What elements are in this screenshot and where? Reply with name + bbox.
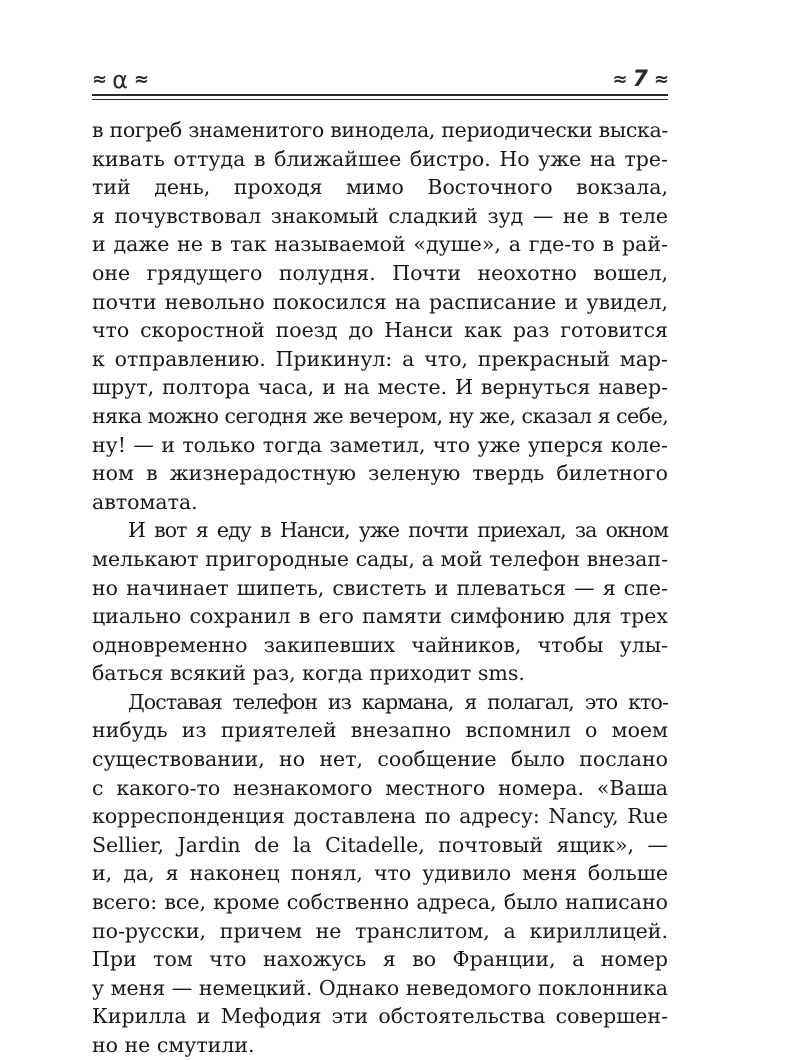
text-line: почти невольно покосился на расписание и увидел, bbox=[92, 289, 668, 314]
ornament-left-2: ≈ bbox=[133, 69, 149, 90]
text-line: циально сохранил в его памяти симфонию для трех bbox=[92, 604, 668, 629]
text-line: всего: все, кроме собственно адреса, было написано bbox=[92, 890, 668, 915]
ornament-left-1: ≈ bbox=[92, 69, 107, 90]
text-line: автомата. bbox=[92, 489, 198, 514]
text-line: кивать оттуда в ближайшее бистро. Но уже на тре- bbox=[92, 146, 668, 171]
paragraph-2 bbox=[92, 516, 668, 688]
text-line: И вот я еду в Нанси, уже почти приехал, за окном bbox=[128, 518, 668, 543]
text-line: нибудь из приятелей внезапно вспомнил о моем bbox=[92, 718, 668, 743]
text-line: но начинает шипеть, свистеть и плеваться — я спе- bbox=[92, 575, 668, 600]
text-line: в погреб знаменитого винодела, периодически выска- bbox=[92, 118, 668, 142]
text-line: Кирилла и Мефодия эти обстоятельства совершен- bbox=[92, 1004, 668, 1029]
section-mark: α bbox=[112, 66, 128, 94]
text-line: я почувствовал знакомый сладкий зуд — не в теле bbox=[92, 203, 668, 228]
paragraph-1 bbox=[92, 116, 668, 516]
text-line: одновременно закипевших чайников, чтобы улы- bbox=[92, 632, 668, 657]
ornament-right-1: ≈ bbox=[612, 69, 627, 90]
text-line: шрут, полтора часа, и на месте. И вернуться навер- bbox=[92, 375, 668, 400]
text-line: баться всякий раз, когда приходит sms. bbox=[92, 661, 525, 686]
text-line: При том что нахожусь я во Франции, а номер bbox=[92, 947, 668, 972]
text-line: у меня — немецкий. Однако неведомого поклонника bbox=[92, 975, 668, 1000]
paragraph-3 bbox=[92, 688, 668, 1060]
text-line: корреспонденция доставлена по адресу: Nancy, Rue bbox=[92, 804, 668, 829]
text-line: с какого-то незнакомого местного номера. «Ваша bbox=[92, 775, 668, 800]
text-line: по-русски, причем не транслитом, а кириллицей. bbox=[92, 918, 668, 943]
text-line: к отправлению. Прикинул: а что, прекрасный мар- bbox=[92, 346, 668, 371]
running-header bbox=[92, 66, 668, 98]
text-line: Sellier, Jardin de la Citadelle, почтовый ящик», — bbox=[92, 832, 668, 857]
header-rule-thin bbox=[92, 99, 668, 100]
text-line: что скоростной поезд до Нанси как раз готовится bbox=[92, 318, 668, 343]
header-left bbox=[92, 66, 148, 94]
text-line: существовании, но нет, сообщение было послано bbox=[92, 747, 668, 772]
page-number: 7 bbox=[632, 67, 648, 92]
header-right bbox=[613, 66, 669, 94]
text-line: няка можно сегодня же вечером, ну же, сказал я себе, bbox=[92, 403, 669, 428]
text-line: и, да, я наконец понял, что удивило меня больше bbox=[92, 861, 668, 886]
body-text bbox=[92, 116, 668, 1060]
text-line: и даже не в так называемой «душе», а где-то в рай- bbox=[92, 232, 668, 257]
ornament-right-2: ≈ bbox=[653, 69, 668, 90]
text-line: ном в жизнерадостную зеленую твердь билетного bbox=[92, 461, 668, 486]
text-line: мелькают пригородные сады, а мой телефон внезап- bbox=[92, 546, 668, 571]
text-line: ну! — и только тогда заметил, что уже уперся коле- bbox=[92, 432, 668, 457]
text-line: Доставая телефон из кармана, я полагал, это кто- bbox=[128, 689, 668, 714]
text-line: но не смутили. bbox=[92, 1033, 255, 1057]
text-line: тий день, проходя мимо Восточного вокзала, bbox=[92, 175, 668, 200]
text-line: оне грядущего полудня. Почти неохотно вошел, bbox=[92, 260, 668, 285]
header-rule-thick bbox=[92, 94, 668, 96]
